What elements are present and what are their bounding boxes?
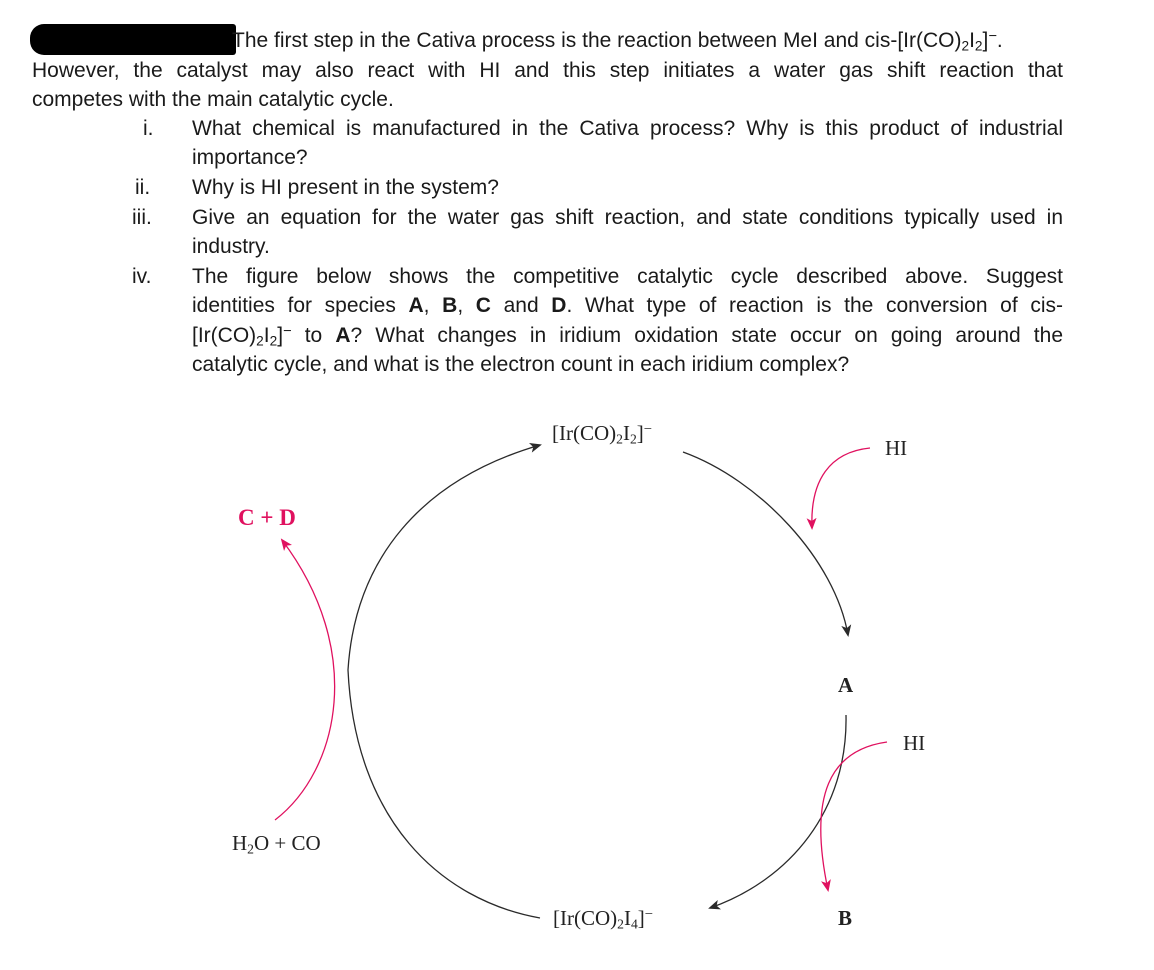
question-iii-line-2: industry. [192, 235, 270, 258]
bottom-species-label: $[Ir(CO)_2I_4]^-$ [553, 906, 654, 932]
question-number-iii: iii. [132, 206, 152, 229]
top-species-label: $[Ir(CO)_2I_2]^-$ [552, 421, 653, 447]
intro-line-3: competes with the main catalytic cycle. [32, 88, 394, 111]
products-label: C + D [238, 505, 296, 530]
question-iv-line-1: The figure below shows the competitive catalytic cycle described above. Suggest [192, 265, 1063, 288]
question-ii-line-1: Why is HI present in the system? [192, 176, 499, 199]
product-release-arrow [275, 540, 335, 820]
question-number-i: i. [143, 117, 154, 140]
question-i-line-1: What chemical is manufactured in the Cativa process? Why is this product of industrial [192, 117, 1063, 140]
question-i-line-2: importance? [192, 146, 308, 169]
hi-label-top: HI [885, 436, 908, 460]
question-number-iv: iv. [132, 265, 152, 288]
hi-entry-arrow-top [812, 448, 870, 528]
cycle-arc-top-right [683, 452, 848, 635]
question-number-ii: ii. [135, 176, 151, 199]
reactants-label: $H_2O$ + CO [232, 831, 321, 857]
cycle-arc-bottom-left [348, 670, 540, 918]
question-iii-line-1: Give an equation for the water gas shift reaction, and state conditions typically used in [192, 206, 1063, 229]
question-iv-line-4: $[Ir(CO)_2I_2]^-$ to A? What changes in iridium oxidation state occur on going around the [192, 323, 1064, 349]
hi-entry-arrow-bottom [821, 742, 887, 890]
intro-line-1: The first step in the Cativa process is the reaction between MeI and cis-$[Ir(CO)_2I_2]^-$. [232, 28, 1003, 54]
hi-label-bottom: HI [903, 731, 926, 755]
species-a-label: A [838, 673, 854, 697]
species-b-label: B [838, 906, 853, 930]
cycle-arc-left-top [348, 445, 540, 670]
question-iv-line-3: identities for species A, B, C and D. What type of reaction is the conversion of cis- [192, 291, 1063, 321]
question-iv-line-5: catalytic cycle, and what is the electron count in each iridium complex? [192, 353, 850, 376]
intro-line-2: However, the catalyst may also react with HI and this step initiates a water gas shift reaction that [32, 59, 1063, 82]
